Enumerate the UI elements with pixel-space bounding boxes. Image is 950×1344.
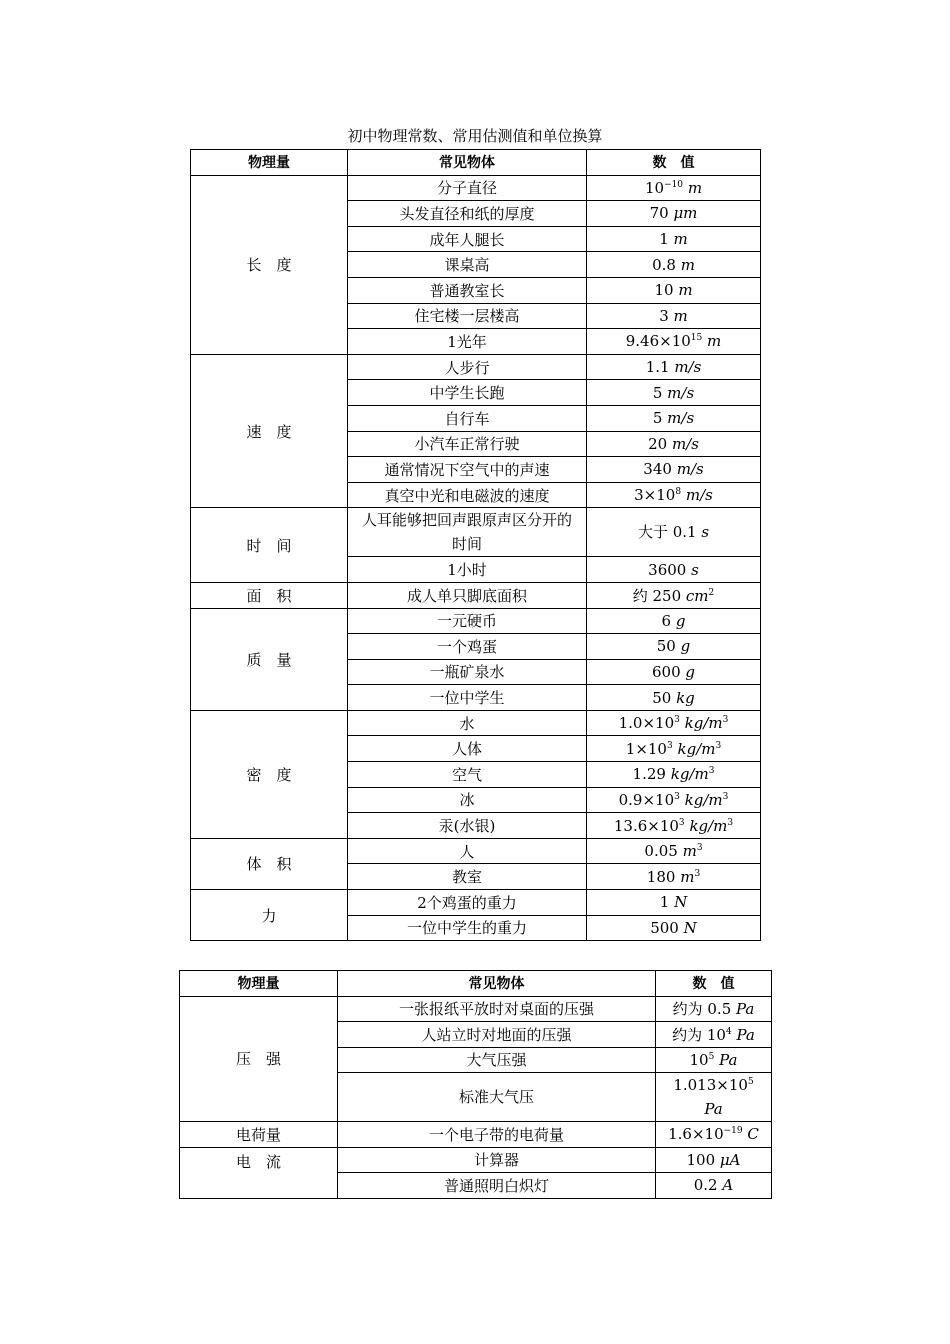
value-number: 10: [644, 178, 665, 197]
object-cell: 人步行: [348, 354, 587, 380]
value-number: 5: [652, 383, 663, 402]
value-cell: [587, 864, 761, 890]
value-number: 500: [650, 918, 679, 937]
object-cell: 普通教室长: [348, 277, 587, 303]
value-cell: [587, 838, 761, 864]
table-row: [191, 838, 761, 864]
value-cell: [587, 482, 761, 508]
value-number: 3×10: [634, 486, 676, 505]
table-row: [191, 175, 761, 201]
category-cell: 长 度: [191, 175, 348, 354]
table-row: [191, 890, 761, 916]
table-row: [191, 582, 761, 608]
value-unit: kg/m: [689, 816, 728, 835]
category-cell: 面 积: [191, 582, 348, 608]
value-number: 70: [649, 204, 669, 223]
object-cell: 2个鸡蛋的重力: [348, 890, 587, 916]
value-unit: kg/m: [684, 790, 723, 809]
value-cell: [587, 762, 761, 788]
value-number: 5: [652, 409, 663, 428]
value-cell: [587, 685, 761, 711]
value-exponent: −10: [664, 179, 684, 190]
table-header-row: [180, 971, 772, 997]
value-unit: s: [691, 560, 699, 579]
value-unit: m/s: [671, 434, 699, 453]
value-cell: [587, 634, 761, 660]
value-cell: [656, 1022, 772, 1048]
value-unit: Pa: [736, 1025, 755, 1044]
object-cell: 住宅楼一层楼高: [348, 303, 587, 329]
table-row: [191, 354, 761, 380]
value-number: 约 250: [632, 586, 682, 605]
value-cell: [587, 457, 761, 483]
value-cell: [587, 303, 761, 329]
value-cell: [656, 1122, 772, 1148]
value-unit: m: [682, 842, 697, 861]
object-cell: 普通照明白炽灯: [338, 1173, 656, 1199]
value-unit: m/s: [676, 460, 704, 479]
value-unit: N: [674, 893, 688, 912]
value-cell: [587, 431, 761, 457]
value-unit: m/s: [674, 358, 702, 377]
value-number: 大于 0.1: [637, 523, 697, 542]
object-cell: 标准大气压: [338, 1073, 656, 1122]
value-cell: [587, 405, 761, 431]
value-cell: [587, 175, 761, 201]
value-unit: kg/m: [684, 714, 723, 733]
value-number: 1: [659, 893, 670, 912]
object-cell: 教室: [348, 864, 587, 890]
value-cell: [587, 813, 761, 839]
value-exponent: 4: [725, 1026, 732, 1037]
constants-table-1: [190, 149, 761, 941]
value-number: 1.013×10: [673, 1076, 748, 1094]
value-unit: m: [673, 306, 688, 325]
object-cell: 一个鸡蛋: [348, 634, 587, 660]
category-cell: 电 流: [180, 1147, 338, 1198]
value-cell: [656, 1147, 772, 1173]
value-cell: [656, 1047, 772, 1073]
value-unit: N: [683, 918, 697, 937]
object-cell: 课桌高: [348, 252, 587, 278]
value-number: 10: [654, 281, 674, 300]
page-title: 初中物理常数、常用估测值和单位换算: [347, 127, 603, 145]
value-cell: [587, 915, 761, 941]
table-row: [191, 508, 761, 557]
value-unit: s: [701, 523, 710, 542]
object-cell: 真空中光和电磁波的速度: [348, 482, 587, 508]
object-cell: 自行车: [348, 405, 587, 431]
value-number: 0.2: [693, 1176, 718, 1195]
value-unit: μm: [673, 204, 698, 223]
object-cell: 中学生长跑: [348, 380, 587, 406]
object-cell: 一元硬币: [348, 608, 587, 634]
category-cell: 质 量: [191, 608, 348, 710]
value-exponent: 3: [674, 791, 680, 802]
value-unit: m/s: [667, 383, 695, 402]
category-cell: 压 强: [180, 996, 338, 1122]
value-cell: [587, 787, 761, 813]
value-cell: [587, 508, 761, 557]
value-number: 1: [659, 230, 669, 249]
value-unit: m/s: [667, 409, 695, 428]
object-cell: 小汽车正常行驶: [348, 431, 587, 457]
table-row: [180, 1122, 772, 1148]
value-exponent: 5: [708, 1051, 715, 1062]
object-cell: 1小时: [348, 557, 587, 583]
object-cell: 人: [348, 838, 587, 864]
value-unit: g: [675, 611, 686, 630]
value-cell: [587, 582, 761, 608]
category-cell: 电荷量: [180, 1122, 338, 1148]
value-cell: [587, 226, 761, 252]
value-number: 0.05: [644, 842, 678, 861]
object-cell: 人耳能够把回声跟原声区分开的时间: [348, 508, 587, 557]
value-unit: m/s: [685, 486, 713, 505]
value-unit: m: [680, 867, 695, 886]
value-cell: [587, 557, 761, 583]
object-cell: 分子直径: [348, 175, 587, 201]
object-cell: 人体: [348, 736, 587, 762]
header-object: 常见物体: [348, 150, 587, 176]
category-cell: 体 积: [191, 838, 348, 889]
value-unit: kg/m: [677, 739, 716, 758]
value-number: 1.29: [632, 765, 666, 784]
value-cell: [587, 201, 761, 227]
value-unit: g: [680, 637, 691, 656]
category-cell: 速 度: [191, 354, 348, 508]
value-unit: kg/m: [670, 765, 709, 784]
value-exponent: 15: [690, 333, 703, 344]
value-number: 0.8: [652, 255, 676, 274]
category-cell: 时 间: [191, 508, 348, 583]
value-cell: [587, 329, 761, 355]
unit-exponent: 3: [722, 791, 729, 802]
value-unit: Pa: [719, 1050, 738, 1069]
value-number: 1.6×10: [668, 1125, 724, 1144]
value-number: 340: [643, 460, 672, 479]
object-cell: 头发直径和纸的厚度: [348, 201, 587, 227]
value-exponent: 3: [678, 817, 685, 828]
table-header-row: [191, 150, 761, 176]
value-number: 600: [651, 662, 681, 681]
object-cell: 空气: [348, 762, 587, 788]
value-cell: [587, 710, 761, 736]
value-unit: C: [747, 1125, 759, 1144]
unit-exponent: 3: [708, 766, 715, 777]
object-cell: 冰: [348, 787, 587, 813]
value-number: 20: [648, 434, 668, 453]
object-cell: 计算器: [338, 1147, 656, 1173]
category-cell: 力: [191, 890, 348, 941]
value-cell: [587, 380, 761, 406]
value-number: 约为 0.5: [672, 1000, 732, 1019]
value-number: 9.46×10: [625, 332, 691, 351]
unit-exponent: 3: [694, 868, 701, 879]
value-unit: g: [685, 662, 696, 681]
object-cell: 成年人腿长: [348, 226, 587, 252]
value-number: 100: [686, 1150, 716, 1169]
value-unit: A: [722, 1176, 734, 1195]
value-number: 10: [689, 1050, 709, 1069]
value-unit: kg: [676, 688, 695, 707]
value-exponent: 5: [747, 1077, 754, 1087]
table-row: [191, 710, 761, 736]
value-number: 3: [659, 306, 669, 325]
object-cell: 一瓶矿泉水: [348, 659, 587, 685]
unit-exponent: 3: [722, 715, 729, 726]
value-unit: m: [678, 281, 693, 300]
object-cell: 一位中学生的重力: [348, 915, 587, 941]
unit-exponent: 2: [708, 587, 715, 598]
value-unit: cm: [685, 586, 709, 605]
table-row: [180, 996, 772, 1022]
value-cell: [656, 1073, 772, 1122]
value-unit: Pa: [704, 1100, 723, 1118]
constants-table-2: [179, 970, 772, 1199]
value-cell: [656, 1173, 772, 1199]
value-number: 180: [646, 867, 676, 886]
object-cell: 人站立时对地面的压强: [338, 1022, 656, 1048]
object-cell: 1光年: [348, 329, 587, 355]
header-value: 数 值: [587, 150, 761, 176]
value-cell: [587, 890, 761, 916]
object-cell: 一个电子带的电荷量: [338, 1122, 656, 1148]
header-object: 常见物体: [338, 971, 656, 997]
value-exponent: 3: [674, 715, 680, 726]
value-unit: Pa: [736, 1000, 755, 1019]
table-row: [191, 608, 761, 634]
object-cell: 一位中学生: [348, 685, 587, 711]
value-number: 50: [656, 637, 676, 656]
value-cell: [587, 354, 761, 380]
object-cell: 成人单只脚底面积: [348, 582, 587, 608]
value-number: 1×10: [625, 739, 667, 758]
value-unit: μA: [719, 1150, 741, 1169]
value-cell: [587, 659, 761, 685]
value-number: 0.9×10: [618, 790, 675, 809]
object-cell: 水: [348, 710, 587, 736]
value-unit: m: [707, 332, 722, 351]
value-number: 50: [652, 688, 672, 707]
unit-exponent: 3: [715, 740, 722, 751]
value-cell: [656, 996, 772, 1022]
unit-exponent: 3: [727, 817, 734, 828]
value-cell: [587, 252, 761, 278]
object-cell: 通常情况下空气中的声速: [348, 457, 587, 483]
table-row: [180, 1147, 772, 1173]
header-quantity: 物理量: [191, 150, 348, 176]
value-cell: [587, 277, 761, 303]
value-cell: [587, 736, 761, 762]
unit-exponent: 3: [696, 843, 703, 854]
object-cell: 一张报纸平放时对桌面的压强: [338, 996, 656, 1022]
value-number: 1.0×10: [618, 714, 675, 733]
value-unit: m: [680, 255, 695, 274]
category-cell: 密 度: [191, 710, 348, 838]
value-exponent: −19: [723, 1126, 743, 1137]
value-exponent: 8: [675, 487, 682, 498]
header-value: 数 值: [656, 971, 772, 997]
value-unit: m: [687, 178, 703, 197]
object-cell: 汞(水银): [348, 813, 587, 839]
object-cell: 大气压强: [338, 1047, 656, 1073]
header-quantity: 物理量: [180, 971, 338, 997]
value-number: 约为 10: [672, 1025, 726, 1044]
value-cell: [587, 608, 761, 634]
value-number: 1.1: [645, 358, 670, 377]
value-number: 6: [661, 611, 672, 630]
value-number: 13.6×10: [613, 816, 679, 835]
value-exponent: 3: [666, 740, 673, 751]
value-number: 3600: [648, 560, 687, 579]
value-unit: m: [673, 230, 688, 249]
